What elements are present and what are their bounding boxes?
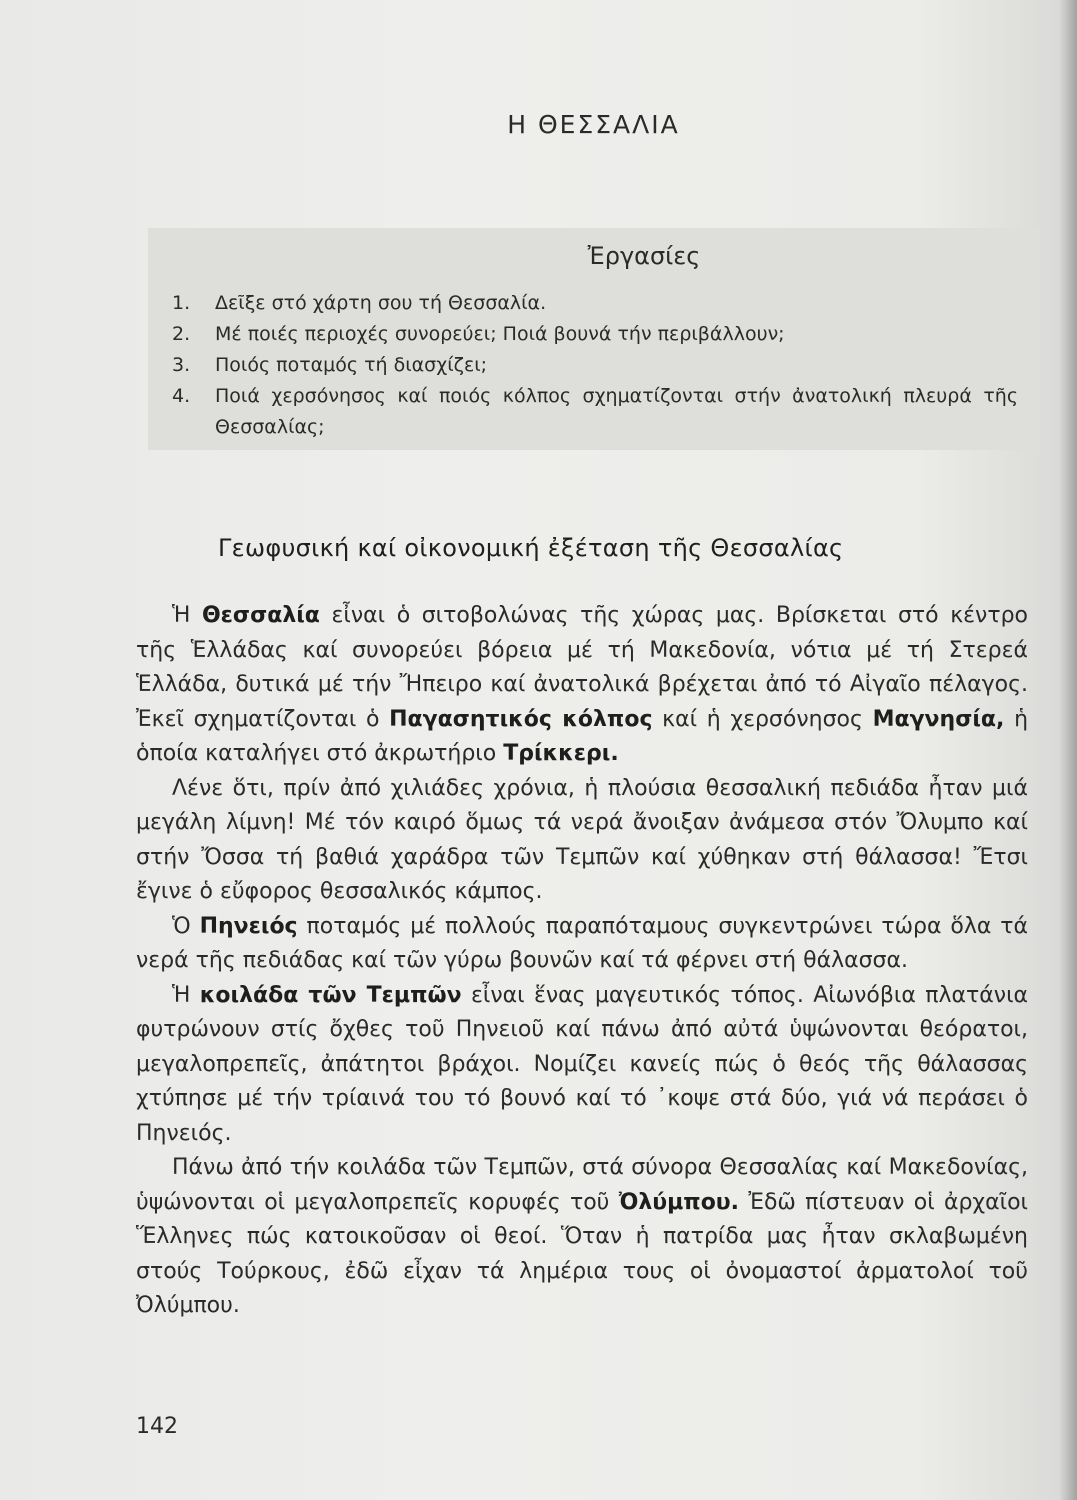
text-run: Ἡ [172,982,200,1008]
task-item [172,319,1018,350]
tasks-list [172,288,1018,443]
task-item [172,381,1018,443]
task-text: Ποιός ποταμός τή διασχίζει; [215,354,488,376]
paragraph [136,1151,1028,1324]
text-run: ποταμός μέ πολλούς παραπόταμους συγκεντρώνει τώρα ὅλα τά νερά τῆς πεδιάδας καί τῶν γύρω βουνῶν καί τά φέρνει στή θάλασσα. [136,913,1029,973]
paragraph: Λένε ὅτι, πρίν ἀπό χιλιάδες χρόνια, ἡ πλούσια θεσσαλική πεδιάδα ἦταν μιά μεγάλη λίμνη! Μέ τόν καιρό ὅμως τά νερά ἄνοιξαν ἀνάμεσα στόν Ὄλυμπο καί στήν Ὄσσα τή βαθιά χαράδρα τῶν Τεμπῶν καί χύθηκαν στή θάλασσα! Ἔτσι ἔγινε ὁ εὔφορος θεσσαλικός κάμπος. [136,775,1028,904]
task-text: Δεῖξε στό χάρτη σου τή Θεσσαλία. [215,292,547,314]
bold-term: κοιλάδα τῶν Τεμπῶν [199,982,462,1008]
task-number: 4. [172,385,191,407]
paragraph [136,979,1028,1152]
bold-term: Μαγνησία, [872,706,1005,732]
task-text: Ποιά χερσόνησος καί ποιός κόλπος σχηματίζονται στήν ἀνατολική πλευρά τῆς Θεσσαλίας; [215,385,1018,438]
bold-term: Ὀλύμπου. [618,1189,740,1215]
page-title: Η ΘΕΣΣΑΛΙΑ [507,110,680,139]
task-item [172,288,1018,319]
bold-term: Θεσσαλία [201,603,320,628]
bold-term: Παγασητικός κόλπος [389,706,653,732]
text-run: Πάνω ἀπό τήν κοιλάδα τῶν Τεμπῶν, στά σύνορα Θεσσαλίας καί Μακεδονίας, ὑψώνονται οἱ μεγαλοπρεπεῖς κορυφές τοῦ [136,1155,1028,1215]
task-number: 2. [172,323,191,345]
body-text [136,599,1028,1324]
text-run: εἶναι ἕνας μαγευτικός τόπος. Αἰωνόβια πλατάνια φυτρώνουν στίς ὄχθες τοῦ Πηνειοῦ καί πάνω ἀπό αὐτά ὑψώνονται θεόρατοι, μεγαλοπρεπεῖς, ἀπάτητοι βράχοι. Νομίζει κανείς πώς ὁ θεός τῆς θάλασσας χτύπησε μέ τήν τρίαινά του τό βουνό καί τό ᾽κοψε στά δύο, γιά νά περάσει ὁ Πηνειός. [136,982,1029,1146]
section-heading: Γεωφυσική καί οἰκονομική ἐξέταση τῆς Θεσσαλίας [218,534,844,562]
text-run: ἡ ὁποία καταλήγει στό ἀκρωτήριο [136,706,1029,766]
text-run: Ἡ [172,603,202,628]
tasks-box-title: Ἐργασίες [587,242,701,270]
text-run: εἶναι ὁ σιτοβολώνας τῆς χώρας μας. Βρίσκεται στό κέντρο τῆς Ἑλλάδας καί συνορεύει βόρεια μέ τή Μακεδονία, νότια μέ τή Στερεά Ἑλλάδα, δυτικά μέ τήν Ἤπειρο καί ἀνατολικά βρέχεται ἀπό τό Αἰγαῖο πέλαγος. Ἐκεῖ σχηματίζονται ὁ [136,603,1029,732]
bold-term: Τρίκκερι. [503,741,619,766]
page-number: 142 [136,1414,178,1439]
paragraph [136,910,1028,979]
text-run: Ἐδῶ πίστευαν οἱ ἀρχαῖοι Ἕλληνες πώς κατοικοῦσαν οἱ θεοί. Ὅταν ἡ πατρίδα μας ἦταν σκλαβωμένη στούς Τούρκους, ἐδῶ εἶχαν τά λημέρια τους οἱ ὀνομαστοί ἀρματολοί τοῦ Ὀλύμπου. [136,1189,1028,1318]
bold-term: Πηνειός [199,913,298,939]
book-spine-shadow [1059,0,1077,1500]
task-number: 1. [172,292,191,314]
task-text: Μέ ποιές περιοχές συνορεύει; Ποιά βουνά τήν περιβάλλουν; [215,323,785,345]
text-run: Ὁ [172,913,200,939]
task-number: 3. [172,354,191,376]
paragraph [136,599,1028,772]
task-item [172,350,1018,381]
text-run: καί ἡ χερσόνησος [652,706,873,732]
